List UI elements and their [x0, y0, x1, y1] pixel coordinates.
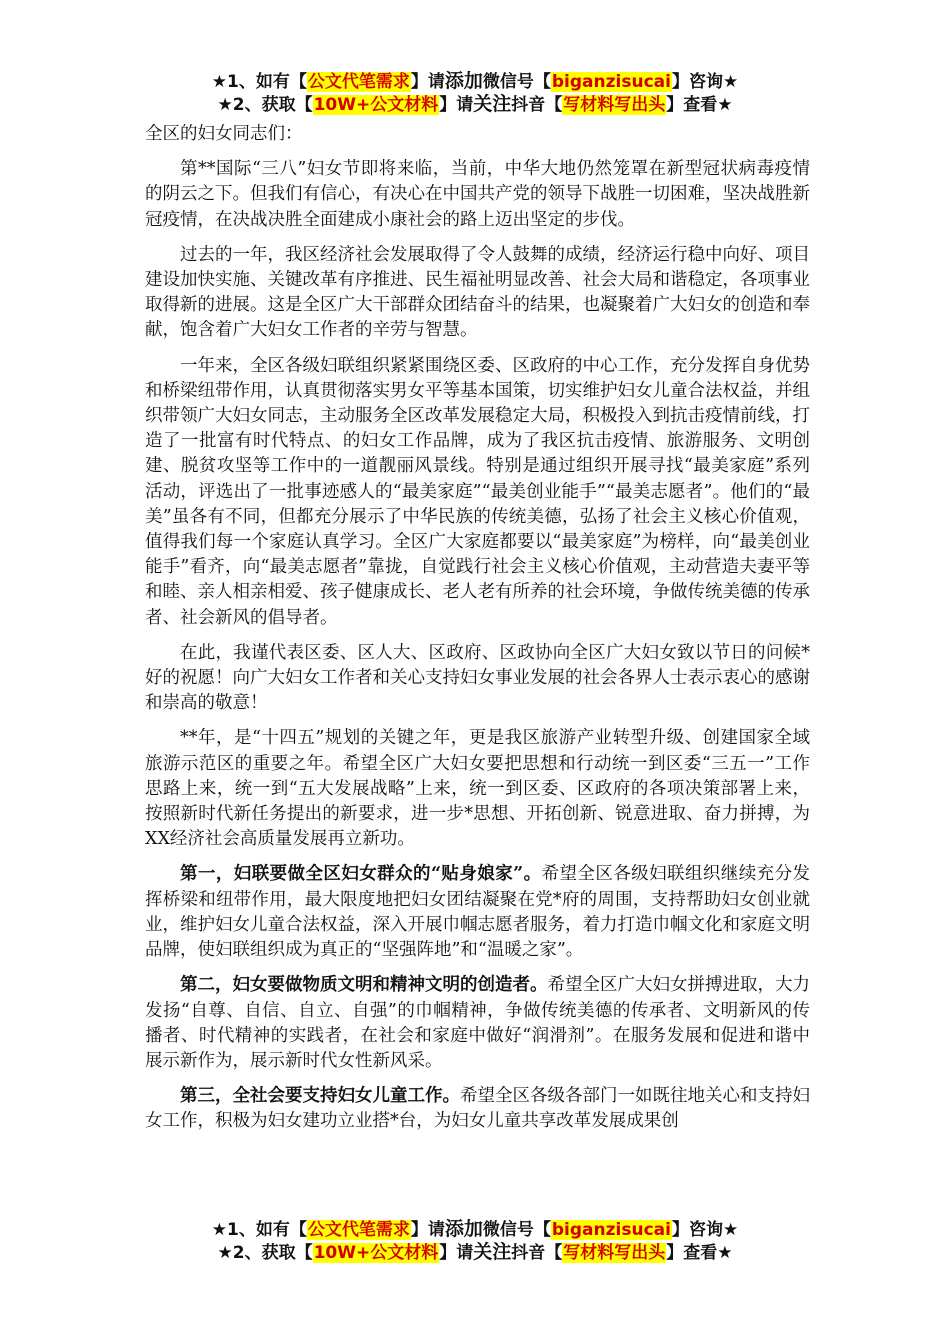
banner-text: ★1、如有【 [211, 1220, 307, 1240]
paragraph-7-heading: 第二，妇女要做物质文明和精神文明的创造者。 [180, 975, 548, 996]
banner-line-1 [0, 70, 950, 93]
paragraph-3: 一年来，全区各级妇联组织紧紧围绕区委、区政府的中心工作，充分发挥自身优势和桥梁纽带作用，认真贯彻落实男女平等基本国策，切实维护妇女儿童合法权益，并组织带领广大妇女同志，主动服务全区改革发展稳定大局，积极投入到抗击疫情前线，打造了一批富有时代特点、的妇女工作品牌，成为了我区抗击疫情、旅游服务、文明创建、脱贫攻坚等工作中的一道靓丽风景线。特别是通过组织开展寻找“最美家庭”系列活动，评选出了一批事迹感人的“最美家庭”“最美创业能手”“最美志愿者”。他们的“最美”虽各有不同，但都充分展示了中华民族的传统美德，弘扬了社会主义核心价值观，值得我们每一个家庭认真学习。全区广大家庭都要以“最美家庭”为榜样，向“最美创业能手”看齐，向“最美志愿者”靠拢，自觉践行社会主义核心价值观，主动营造夫妻平等和睦、亲人相亲相爱、孩子健康成长、老人老有所养的社会环境，争做传统美德的传承者、社会新风的倡导者。 [145, 355, 810, 628]
paragraph-8-text: 希望全区各级各部门一如既往地关心和支持妇女工作，积极为妇女建功立业搭*台，为妇女儿童共享改革发展成果创 [145, 1086, 810, 1132]
banner-text: 】查看★ [666, 95, 733, 115]
banner-text: 抖音【 [511, 95, 563, 115]
banner-text: 】请 [410, 1220, 445, 1240]
banner-highlight: biganzisucai [551, 1220, 671, 1240]
paragraph-8-heading: 第三，全社会要支持妇女儿童工作。 [180, 1086, 460, 1107]
banner-text: 】请 [439, 95, 474, 115]
greeting: 全区的妇女同志们： [145, 124, 303, 144]
footer-banner [0, 1218, 950, 1264]
banner-text: 】请 [439, 1243, 474, 1263]
banner-highlight: 10W+公文材料 [313, 95, 439, 115]
banner-line-1 [0, 1218, 950, 1241]
document-body [145, 122, 810, 1145]
paragraph-6-text: 希望全区各级妇联组织继续充分发挥桥梁和纽带作用，最大限度地把妇女团结凝聚在党*府的周围，支持帮助妇女创业就业，维护妇女儿童合法权益，深入开展巾帼志愿者服务，着力打造巾帼文化和家庭文明品牌，使妇联组织成为真正的“坚强阵地”和“温暖之家”。 [145, 864, 810, 961]
paragraph-1: 第**国际“三八”妇女节即将来临，当前，中华大地仍然笼罩在新型冠状病毒疫情的阴云之下。但我们有信心，有决心在中国共产党的领导下战胜一切困难，坚决战胜新冠疫情，在决战决胜全面建成小康社会的路上迈出坚定的步伐。 [145, 159, 810, 230]
banner-text: 微信号【 [482, 1220, 551, 1240]
banner-emphasis: 添加 [444, 70, 483, 92]
paragraph-2: 过去的一年，我区经济社会发展取得了令人鼓舞的成绩，经济运行稳中向好、项目建设加快实施、关键改革有序推进、民生福祉明显改善、社会大局和谐稳定，各项事业取得新的进展。这是全区广大干部群众团结奋斗的结果，也凝聚着广大妇女的创造和奉献，饱含着广大妇女工作者的辛劳与智慧。 [145, 244, 810, 341]
banner-line-2 [0, 93, 950, 116]
paragraph-6 [145, 862, 810, 963]
paragraph-5: **年，是“十四五”规划的关键之年，更是我区旅游产业转型升级、创建国家全域旅游示范区的重要之年。希望全区广大妇女要把思想和行动统一到区委“三五一”工作思路上来，统一到“五大发展战略”上来，统一到区委、区政府的各项决策部署上来，按照新时代新任务提出的新要求，进一步*思想、开拓创新、锐意进取、奋力拼搏，为XX经济社会高质量发展再立新功。 [145, 728, 810, 850]
banner-highlight: 10W+公文材料 [313, 1243, 439, 1263]
banner-text: ★1、如有【 [211, 72, 307, 92]
banner-emphasis: 关注 [473, 93, 512, 115]
banner-text: ★2、获取【 [217, 95, 313, 115]
banner-highlight: 写材料写出头 [563, 1243, 666, 1263]
paragraph-4: 在此，我谨代表区委、区人大、区政府、区政协向全区广大妇女致以节日的问候*好的祝愿！向广大妇女工作者和关心支持妇女事业发展的社会各界人士表示衷心的感谢和崇高的敬意！ [145, 642, 810, 714]
banner-text: 】咨询★ [671, 1220, 739, 1240]
paragraph-7-text: 希望全区广大妇女拼搏进取，大力发扬“自尊、自信、自立、自强”的巾帼精神，争做传统美德的传承者、文明新风的传播者、时代精神的实践者，在社会和家庭中做好“润滑剂”。在服务发展和促进和谐中展示新作为，展示新时代女性新风采。 [145, 975, 810, 1071]
banner-highlight: 写材料写出头 [563, 95, 666, 115]
banner-line-2 [0, 1241, 950, 1264]
banner-highlight: 公文代笔需求 [307, 72, 410, 92]
header-banner [0, 70, 950, 116]
banner-text: 】请 [410, 72, 445, 92]
banner-text: ★2、获取【 [217, 1243, 313, 1263]
banner-emphasis: 添加 [444, 1218, 483, 1240]
banner-text: 抖音【 [511, 1243, 563, 1263]
banner-text: 】查看★ [666, 1243, 733, 1263]
paragraph-6-heading: 第一，妇联要做全区妇女群众的“贴身娘家”。 [180, 864, 542, 885]
banner-emphasis: 关注 [473, 1241, 512, 1263]
paragraph-7 [145, 973, 810, 1074]
banner-text: 】咨询★ [671, 72, 739, 92]
banner-highlight: 公文代笔需求 [307, 1220, 410, 1240]
paragraph-8 [145, 1084, 810, 1134]
banner-text: 微信号【 [482, 72, 551, 92]
banner-highlight: biganzisucai [551, 72, 671, 92]
